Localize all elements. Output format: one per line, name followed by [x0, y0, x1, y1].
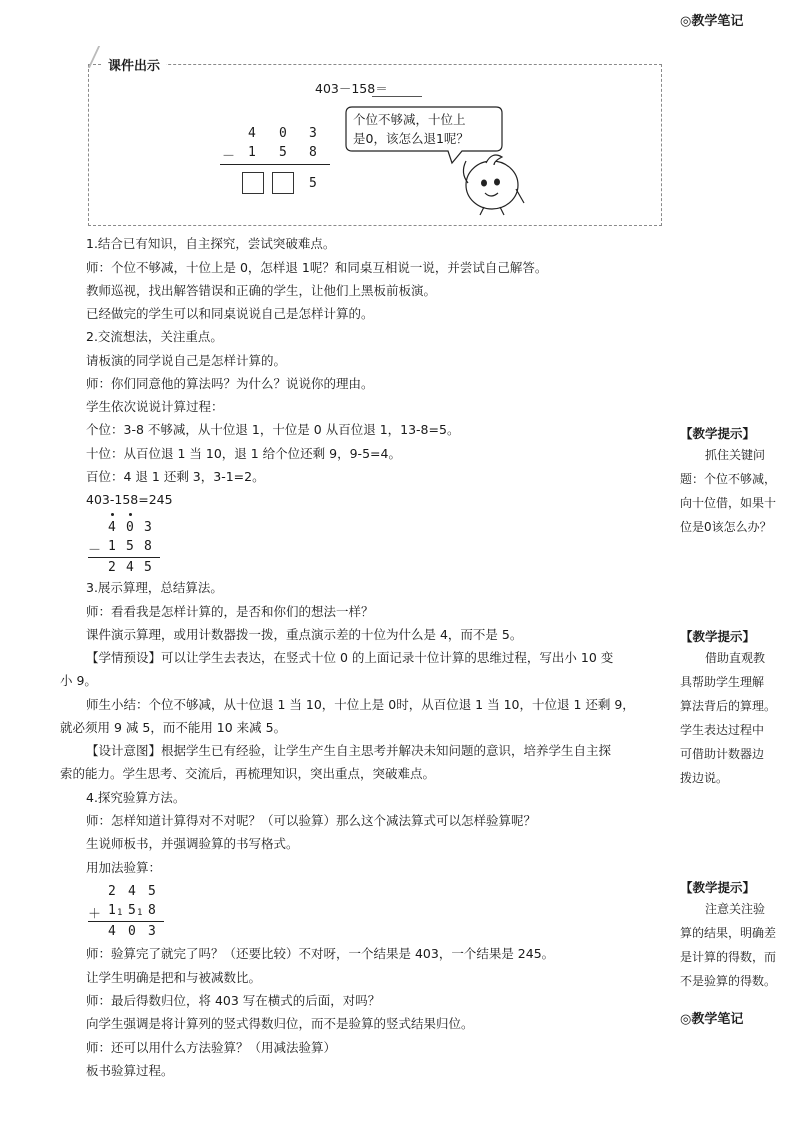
- borrow-dot: [111, 513, 114, 516]
- paragraph: 师：怎样知道计算得对不对呢？（可以验算）那么这个减法算式可以怎样验算呢？: [86, 813, 537, 828]
- paragraph: 请板演的同学说自己是怎样计算的。: [86, 353, 287, 368]
- paragraph: 2.交流想法，关注重点。: [86, 329, 223, 344]
- tip-line: 具帮助学生理解: [680, 675, 765, 689]
- minus-sign: －: [222, 149, 236, 164]
- paragraph: 用加法验算：: [86, 860, 162, 875]
- paragraph: 课件演示算理，或用计数器拨一拨，重点演示差的十位为什么是 4，而不是 5。: [86, 627, 523, 642]
- digit: 1: [108, 539, 116, 554]
- digit: 1: [108, 903, 116, 918]
- digit: 3: [148, 924, 156, 939]
- paragraph: 让学生明确是把和与被减数比。: [86, 970, 262, 985]
- digit: 5: [279, 145, 287, 160]
- paragraph: 【学情预设】可以让学生去表达，在竖式十位 0 的上面记录十位计算的思维过程，写出小 10 变: [86, 650, 614, 665]
- tip-title: 【教学提示】: [680, 426, 756, 441]
- answer-blank: [372, 96, 422, 97]
- paragraph: 【设计意图】根据学生已有经验，让学生产生自主思考并解决未知问题的意识，培养学生自主探: [86, 743, 612, 758]
- digit: 8: [148, 903, 156, 918]
- tip-line: 借助直观教: [705, 651, 766, 665]
- notes-header: ◎教学笔记: [680, 14, 744, 29]
- equation: 403－158＝: [315, 81, 388, 96]
- digit: 4: [126, 560, 134, 575]
- digit: 0: [279, 126, 287, 141]
- paragraph: 学生依次说说计算过程：: [86, 399, 224, 414]
- paragraph: 师：最后得数归位，将 403 写在横式的后面，对吗？: [86, 993, 381, 1008]
- paragraph: 小 9。: [60, 673, 97, 688]
- sum-line: [88, 557, 160, 558]
- carry-digit: 1: [137, 908, 143, 918]
- paragraph: 4.探究验算方法。: [86, 790, 186, 805]
- bubble-line: 是0，该怎么退1呢？: [353, 131, 469, 146]
- paragraph: 百位：4 退 1 还剩 3，3-1=2。: [86, 469, 265, 484]
- paragraph: 向学生强调是将计算列的竖式得数归位，而不是验算的竖式结果归位。: [86, 1016, 474, 1031]
- paragraph: 师：看看我是怎样计算的，是否和你们的想法一样？: [86, 604, 374, 619]
- paragraph: 个位：3-8 不够减，从十位退 1，十位是 0 从百位退 1，13-8=5。: [86, 422, 460, 437]
- tip-line: 算法背后的算理。: [680, 699, 777, 713]
- courseware-title: 课件出示: [102, 55, 166, 74]
- tip-line: 学生表达过程中: [680, 723, 765, 737]
- digit: 8: [144, 539, 152, 554]
- tip-text: [680, 646, 780, 790]
- minus-sign: －: [88, 543, 102, 558]
- digit: 0: [126, 520, 134, 535]
- tip-line: 算的结果，明确差: [680, 926, 777, 940]
- tip-line: 拨边说。: [680, 771, 729, 785]
- digit: 5: [126, 539, 134, 554]
- tip-line: 题：个位不够减，: [680, 472, 777, 486]
- bubble-line: 个位不够减，十位上: [353, 112, 466, 127]
- digit: 5: [309, 176, 317, 191]
- digit: 2: [108, 560, 116, 575]
- paragraph: 板书验算过程。: [86, 1063, 174, 1078]
- tip-line: 可借助计数器边: [680, 747, 765, 761]
- sum-line: [88, 921, 164, 922]
- digit: 5: [128, 903, 136, 918]
- paragraph: 403-158=245: [86, 492, 173, 507]
- paragraph: 生说师板书，并强调验算的书写格式。: [86, 836, 299, 851]
- tip-title: 【教学提示】: [680, 880, 756, 895]
- notes-title: ◎教学笔记: [680, 1012, 744, 1027]
- tip-line: 向十位借，如果十: [680, 496, 777, 510]
- paragraph: 就必须用 9 减 5，而不能用 10 来减 5。: [60, 720, 287, 735]
- carry-digit: 1: [117, 908, 123, 918]
- paragraph: 教师巡视，找出解答错误和正确的学生，让他们上黑板前板演。: [86, 283, 437, 298]
- paragraph: 3.展示算理，总结算法。: [86, 580, 223, 595]
- sum-line: [220, 164, 330, 165]
- mascot-icon: [463, 155, 524, 215]
- tip-line: 抓住关键问: [705, 448, 766, 462]
- digit: 0: [128, 924, 136, 939]
- answer-box: [272, 172, 294, 194]
- paragraph: 师：还可以用什么方法验算？（用减法验算）: [86, 1040, 337, 1055]
- tip-line: 位是0该怎么办？: [680, 520, 772, 534]
- digit: 3: [309, 126, 317, 141]
- paragraph: 已经做完的学生可以和同桌说说自己是怎样计算的。: [86, 306, 374, 321]
- digit: 2: [108, 884, 116, 899]
- digit: 1: [248, 145, 256, 160]
- tip-line: 不是验算的得数。: [680, 974, 777, 988]
- paragraph: 师：你们同意他的算法吗？为什么？说说你的理由。: [86, 376, 374, 391]
- digit: 8: [309, 145, 317, 160]
- plus-sign: ＋: [88, 907, 102, 922]
- answer-box: [242, 172, 264, 194]
- digit: 4: [108, 520, 116, 535]
- digit: 3: [144, 520, 152, 535]
- paragraph: 十位：从百位退 1 当 10，退 1 给个位还剩 9，9-5=4。: [86, 446, 401, 461]
- paragraph: 1.结合已有知识，自主探究，尝试突破难点。: [86, 236, 336, 251]
- paragraph: 师：个位不够减，十位上是 0，怎样退 1呢？和同桌互相说一说，并尝试自己解答。: [86, 260, 548, 275]
- digit: 5: [144, 560, 152, 575]
- tip-text: [680, 897, 780, 993]
- paragraph: 师生小结：个位不够减，从十位退 1 当 10，十位上是 0时，从百位退 1 当 10，十位退 1 还剩 9，: [86, 697, 635, 712]
- borrow-dot: [129, 513, 132, 516]
- digit: 4: [248, 126, 256, 141]
- digit: 4: [128, 884, 136, 899]
- tip-line: 注意关注验: [705, 902, 766, 916]
- tip-text: [680, 443, 780, 539]
- paragraph: 师：验算完了就完了吗？（还要比较）不对呀，一个结果是 403，一个结果是 245。: [86, 946, 555, 961]
- tip-title: 【教学提示】: [680, 629, 756, 644]
- digit: 4: [108, 924, 116, 939]
- tip-line: 是计算的得数，而: [680, 950, 777, 964]
- digit: 5: [148, 884, 156, 899]
- paragraph: 索的能力。学生思考、交流后，再梳理知识，突出重点，突破难点。: [60, 766, 436, 781]
